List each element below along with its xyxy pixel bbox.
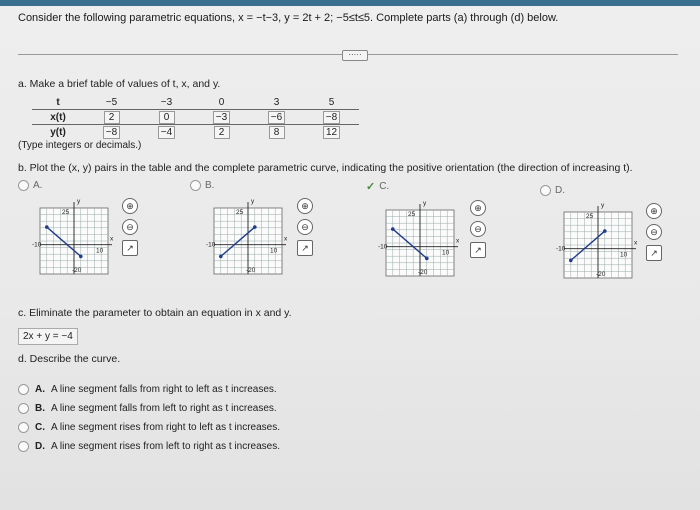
choice-text: A line segment falls from right to left as t increases.	[51, 384, 277, 395]
zoom-out-icon[interactable]: ⊖	[646, 224, 662, 240]
t-cell: 3	[249, 95, 304, 110]
curve-point	[45, 225, 49, 229]
y-max-label: 25	[586, 213, 594, 220]
part-a-prompt: a. Make a brief table of values of t, x, and y.	[18, 78, 221, 90]
part-b-prompt: b. Plot the (x, y) pairs in the table and the complete parametric curve, indicating the positive orientation (the direction of increasing t).	[18, 162, 633, 174]
option-label: A.	[33, 180, 43, 191]
curve-point	[219, 255, 223, 259]
zoom-out-icon[interactable]: ⊖	[297, 219, 313, 235]
popout-icon[interactable]: ↗	[297, 240, 313, 256]
equation-answer[interactable]: 2x + y = −4	[18, 328, 78, 345]
option-label: B.	[205, 180, 215, 191]
choice-c[interactable]	[18, 422, 280, 433]
y-answer-box[interactable]: 12	[323, 126, 340, 139]
y-min-label: -20	[72, 267, 82, 274]
y-axis-label: y	[77, 198, 81, 205]
x-min-label: -10	[206, 241, 216, 249]
part-d-prompt: d. Describe the curve.	[18, 353, 121, 365]
t-cell: 5	[304, 95, 359, 110]
row-label-x: x(t)	[32, 110, 84, 125]
curve-point	[391, 227, 395, 231]
popout-icon[interactable]: ↗	[646, 245, 662, 261]
y-answer-box[interactable]: −4	[158, 126, 175, 139]
option-a[interactable]	[18, 180, 42, 191]
graph-a-tools	[122, 198, 138, 256]
y-answer-box[interactable]: 8	[269, 126, 285, 139]
y-max-label: 25	[236, 209, 244, 216]
graph-b-tools	[297, 198, 313, 256]
option-label: D.	[555, 185, 565, 196]
graph-c-tools	[470, 200, 486, 258]
graph-d[interactable]	[550, 200, 650, 288]
radio-icon[interactable]	[190, 180, 201, 191]
y-min-label: -20	[596, 271, 606, 278]
curve-point	[569, 259, 573, 263]
x-max-label: 10	[96, 247, 104, 255]
curve-point	[425, 257, 429, 261]
radio-icon[interactable]	[540, 185, 551, 196]
x-axis-label: x	[456, 237, 460, 245]
more-button[interactable]: ·····	[342, 50, 368, 61]
t-cell: −3	[139, 95, 194, 110]
y-max-label: 25	[62, 209, 70, 216]
choice-letter: C.	[35, 422, 45, 433]
type-note: (Type integers or decimals.)	[18, 140, 142, 151]
choice-text: A line segment falls from left to right as t increases.	[51, 403, 277, 414]
x-min-label: -10	[378, 243, 388, 251]
x-max-label: 10	[442, 249, 450, 257]
row-label-y: y(t)	[50, 126, 66, 138]
values-table	[32, 95, 359, 139]
choice-letter: D.	[35, 441, 45, 452]
graph-c[interactable]	[372, 198, 472, 286]
x-min-label: -10	[32, 241, 42, 249]
curve-point	[79, 255, 83, 259]
graph-a[interactable]	[26, 196, 126, 284]
x-axis-label: x	[284, 235, 288, 243]
row-label-t: t	[32, 95, 84, 110]
x-max-label: 10	[620, 251, 628, 259]
curve-point	[253, 225, 257, 229]
x-min-label: -10	[556, 245, 566, 253]
part-c-prompt: c. Eliminate the parameter to obtain an equation in x and y.	[18, 307, 292, 319]
radio-icon[interactable]	[18, 384, 29, 395]
checkmark-icon: ✓	[366, 181, 376, 193]
question-text: Consider the following parametric equations, x = −t−3, y = 2t + 2; −5≤t≤5. Complete parts (a) through (d) below.	[18, 12, 559, 24]
choice-letter: A.	[35, 384, 45, 395]
radio-icon[interactable]	[18, 180, 29, 191]
radio-icon[interactable]	[18, 422, 29, 433]
x-answer-box[interactable]: 0	[159, 111, 175, 124]
graph-d-tools	[646, 203, 662, 261]
top-bar	[0, 0, 700, 6]
zoom-out-icon[interactable]: ⊖	[470, 221, 486, 237]
option-b[interactable]	[190, 180, 214, 191]
y-min-label: -20	[418, 269, 428, 276]
curve-point	[603, 229, 607, 233]
graph-b[interactable]	[200, 196, 300, 284]
choice-b[interactable]	[18, 403, 277, 414]
x-axis-label: x	[634, 239, 638, 247]
t-cell: −5	[84, 95, 139, 110]
y-axis-label: y	[601, 202, 605, 209]
radio-icon[interactable]	[18, 441, 29, 452]
y-max-label: 25	[408, 211, 416, 218]
choice-letter: B.	[35, 403, 45, 414]
x-axis-label: x	[110, 235, 114, 243]
y-answer-box[interactable]: 2	[214, 126, 230, 139]
y-min-label: -20	[246, 267, 256, 274]
choice-a[interactable]	[18, 384, 277, 395]
y-axis-label: y	[251, 198, 255, 205]
t-cell: 0	[194, 95, 249, 110]
zoom-out-icon[interactable]: ⊖	[122, 219, 138, 235]
radio-icon[interactable]	[18, 403, 29, 414]
option-c[interactable]	[366, 180, 389, 193]
x-answer-box[interactable]: −3	[213, 111, 230, 124]
y-axis-label: y	[423, 200, 427, 207]
zoom-in-icon[interactable]: ⊕	[297, 198, 313, 214]
popout-icon[interactable]: ↗	[122, 240, 138, 256]
x-max-label: 10	[270, 247, 278, 255]
y-answer-box[interactable]: −8	[103, 126, 120, 139]
choice-text: A line segment rises from right to left as t increases.	[51, 422, 280, 433]
zoom-in-icon[interactable]: ⊕	[122, 198, 138, 214]
choice-text: A line segment rises from left to right as t increases.	[51, 441, 280, 452]
option-d[interactable]	[540, 185, 565, 196]
popout-icon[interactable]: ↗	[470, 242, 486, 258]
zoom-in-icon[interactable]: ⊕	[470, 200, 486, 216]
x-answer-box[interactable]: −6	[268, 111, 285, 124]
choice-d[interactable]	[18, 441, 280, 452]
x-answer-box[interactable]: 2	[104, 111, 120, 124]
option-label: C.	[379, 181, 390, 192]
zoom-in-icon[interactable]: ⊕	[646, 203, 662, 219]
x-answer-box[interactable]: −8	[323, 111, 340, 124]
